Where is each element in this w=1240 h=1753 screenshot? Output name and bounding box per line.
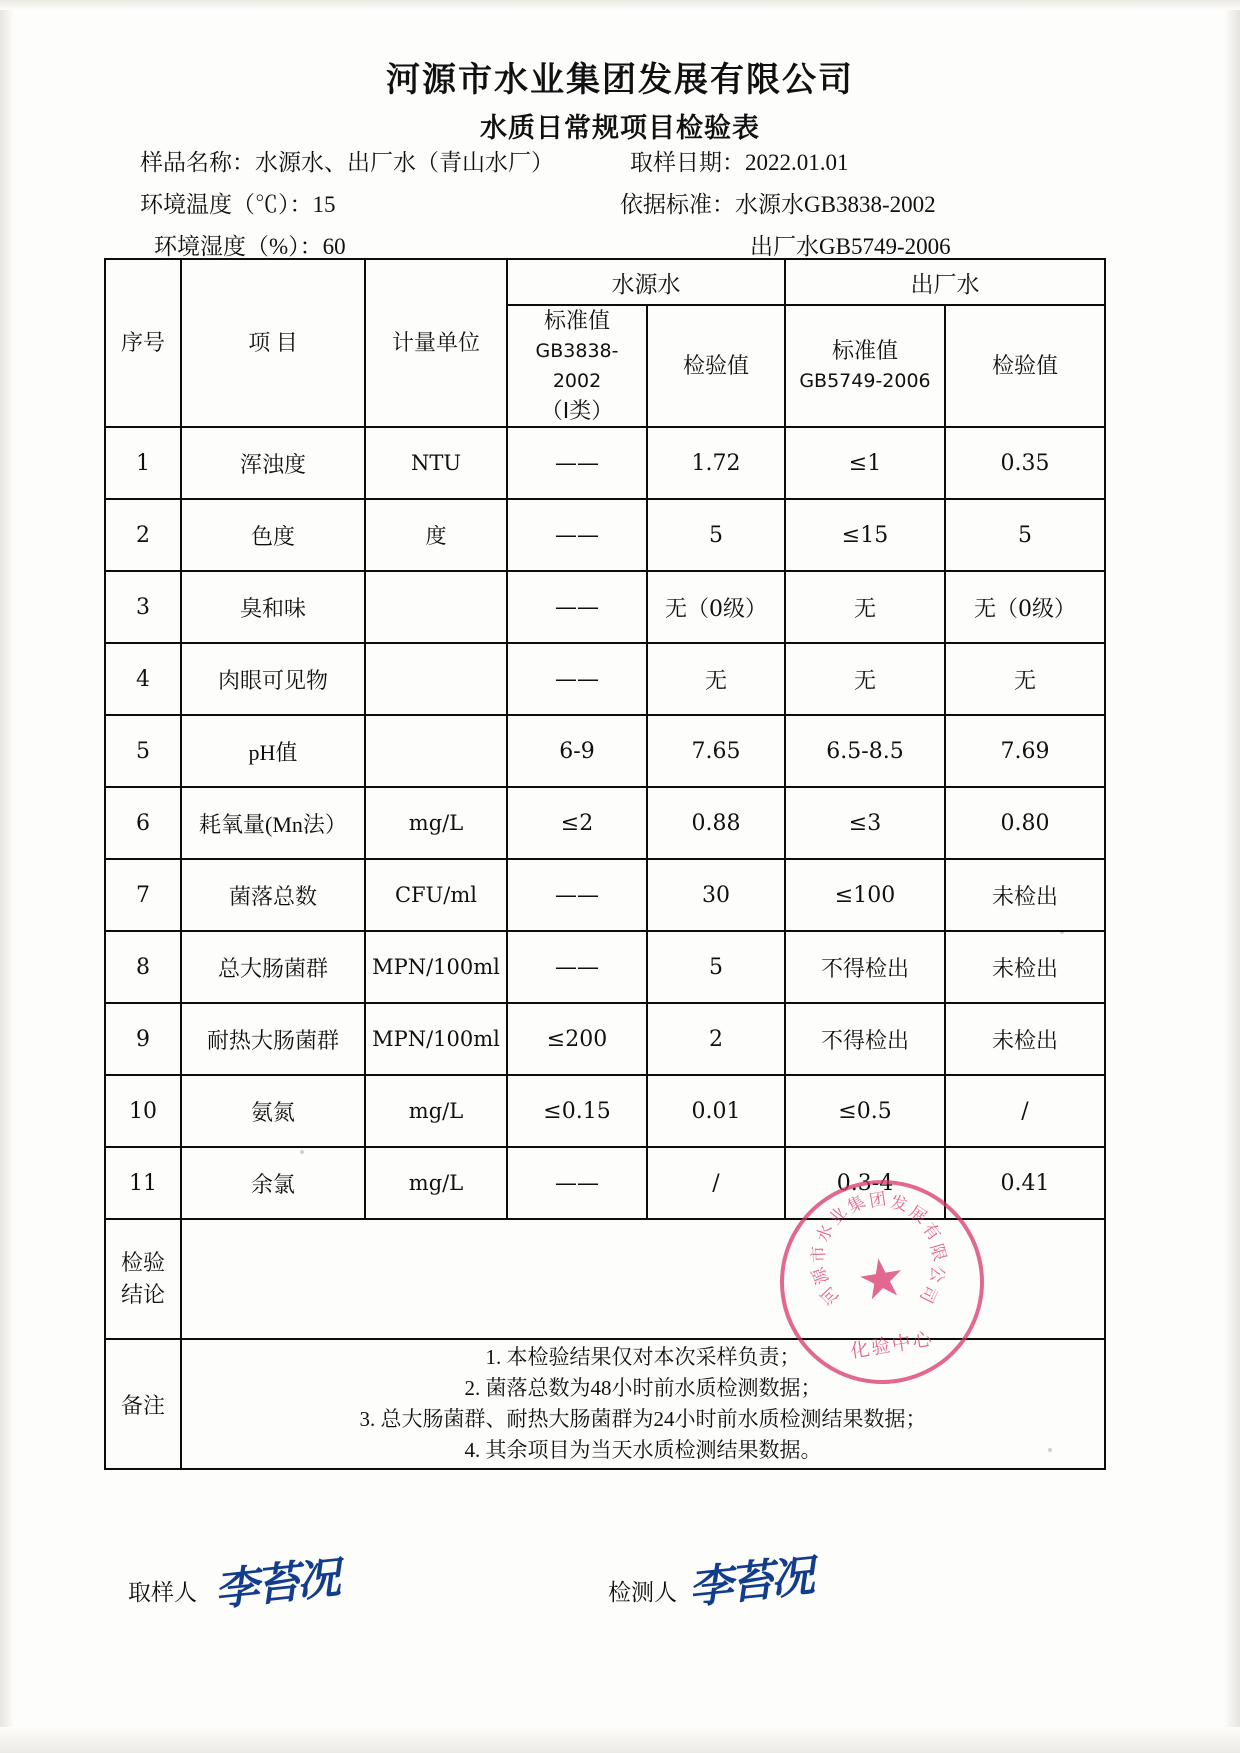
cell-no: 2 — [105, 499, 181, 571]
table-row — [105, 1075, 1105, 1147]
cell-no: 1 — [105, 427, 181, 499]
cell-unit: NTU — [365, 427, 507, 499]
seal-arc-char: 业 — [825, 1202, 852, 1229]
document-title: 水质日常规项目检验表 — [480, 113, 760, 144]
cell-source-value: 0.01 — [647, 1075, 785, 1147]
table-row — [105, 643, 1105, 715]
cell-finished-value: 未检出 — [945, 931, 1105, 1003]
header-finished-value: 检验值 — [945, 305, 1105, 427]
header-group-source-water: 水源水 — [507, 259, 785, 305]
cell-no: 5 — [105, 715, 181, 787]
paper-edge-top — [0, 0, 1240, 10]
cell-unit: mg/L — [365, 1075, 507, 1147]
tester-label: 检测人 — [608, 1580, 677, 1605]
cell-source-value: 1.72 — [647, 427, 785, 499]
table-row — [105, 427, 1105, 499]
cell-finished-value: 未检出 — [945, 859, 1105, 931]
cell-finished-value: 未检出 — [945, 1003, 1105, 1075]
conclusion-label — [105, 1219, 181, 1339]
remark-label: 备注 — [105, 1339, 181, 1469]
sample-date: 取样日期：2022.01.01 — [630, 150, 849, 175]
signature-area — [128, 1546, 1128, 1636]
standard-source-water: 依据标准：水源水GB3838-2002 — [620, 192, 936, 217]
cell-source-value: 5 — [647, 931, 785, 1003]
cell-source-standard: —— — [507, 1147, 647, 1219]
cell-finished-standard: 0.3-4 — [785, 1147, 945, 1219]
remark-line: 2. 菌落总数为48小时前水质检测数据； — [464, 1376, 822, 1400]
cell-no: 11 — [105, 1147, 181, 1219]
cell-source-standard: —— — [507, 643, 647, 715]
cell-source-value: 7.65 — [647, 715, 785, 787]
cell-finished-value: 7.69 — [945, 715, 1105, 787]
cell-item: 耐热大肠菌群 — [181, 1003, 365, 1075]
cell-no: 9 — [105, 1003, 181, 1075]
remark-line: 3. 总大肠菌群、耐热大肠菌群为24小时前水质检测结果数据； — [359, 1407, 927, 1431]
seal-arc-char: 团 — [867, 1189, 889, 1211]
cell-item: 氨氮 — [181, 1075, 365, 1147]
seal-arc-char: 司 — [915, 1282, 941, 1307]
cell-source-standard: —— — [507, 859, 647, 931]
cell-finished-standard: 无 — [785, 571, 945, 643]
meta-row-temperature — [140, 184, 1100, 226]
seal-arc-char: 公 — [926, 1264, 948, 1285]
cell-no: 7 — [105, 859, 181, 931]
cell-unit: MPN/100ml — [365, 1003, 507, 1075]
cell-finished-value: 无（0级） — [945, 571, 1105, 643]
conclusion-label-line1: 检验 — [120, 1250, 165, 1275]
cell-source-value: / — [647, 1147, 785, 1219]
star-icon: ★ — [852, 1245, 911, 1313]
cell-unit: 度 — [365, 499, 507, 571]
cell-source-standard: —— — [507, 571, 647, 643]
cell-finished-value: / — [945, 1075, 1105, 1147]
cell-unit: mg/L — [365, 787, 507, 859]
cell-source-value: 无（0级） — [647, 571, 785, 643]
cell-no: 4 — [105, 643, 181, 715]
cell-item: 余氯 — [181, 1147, 365, 1219]
cell-unit — [365, 643, 507, 715]
paper-edge-bottom — [0, 1727, 1240, 1753]
header-source-standard-line2: GB3838-2002 — [535, 340, 619, 392]
cell-finished-standard: ≤1 — [785, 427, 945, 499]
cell-finished-standard: ≤15 — [785, 499, 945, 571]
cell-finished-standard: ≤100 — [785, 859, 945, 931]
seal-arc-char: 限 — [926, 1241, 950, 1265]
header-source-standard-line1: 标准值 — [543, 308, 610, 333]
seal-arc-char: 水 — [813, 1221, 837, 1245]
remark-line: 4. 其余项目为当天水质检测结果数据。 — [464, 1438, 822, 1462]
cell-source-standard: ≤0.15 — [507, 1075, 647, 1147]
remark-line: 1. 本检验结果仅对本次采样负责； — [485, 1345, 801, 1369]
seal-arc-char: 有 — [918, 1219, 945, 1245]
conclusion-label-line2: 结论 — [120, 1282, 165, 1307]
meta-row-sample — [140, 142, 1100, 184]
cell-finished-standard: 不得检出 — [785, 1003, 945, 1075]
seal-arc-char: 市 — [808, 1244, 829, 1264]
cell-source-standard: ≤2 — [507, 787, 647, 859]
header-source-standard-line3: （Ⅰ类） — [540, 398, 614, 423]
cell-finished-standard: ≤3 — [785, 787, 945, 859]
cell-unit — [365, 715, 507, 787]
sampler-signature: 李苔况 — [212, 1553, 340, 1616]
cell-no: 8 — [105, 931, 181, 1003]
cell-item: 浑浊度 — [181, 427, 365, 499]
cell-item: 耗氧量(Mn法） — [181, 787, 365, 859]
cell-unit: mg/L — [365, 1147, 507, 1219]
cell-source-value: 0.88 — [647, 787, 785, 859]
table-row — [105, 859, 1105, 931]
cell-finished-value: 0.80 — [945, 787, 1105, 859]
company-title: 河源市水业集团发展有限公司 — [386, 60, 854, 100]
seal-arc-char: 源 — [808, 1263, 833, 1288]
table-row — [105, 499, 1105, 571]
cell-unit: CFU/ml — [365, 859, 507, 931]
cell-finished-value: 无 — [945, 643, 1105, 715]
seal-arc-char: 集 — [844, 1191, 870, 1217]
header-unit: 计量单位 — [365, 259, 507, 427]
table-row — [105, 571, 1105, 643]
cell-item: 总大肠菌群 — [181, 931, 365, 1003]
seal-arc-char: 河 — [816, 1282, 843, 1309]
cell-item: 肉眼可见物 — [181, 643, 365, 715]
cell-item: 臭和味 — [181, 571, 365, 643]
cell-source-value: 无 — [647, 643, 785, 715]
cell-finished-value: 0.35 — [945, 427, 1105, 499]
table-group-header-row — [105, 259, 1105, 305]
seal-bottom-text: 化验中心 — [848, 1328, 936, 1363]
cell-source-standard: —— — [507, 931, 647, 1003]
seal-arc-char: 展 — [905, 1202, 931, 1228]
header-finished-standard-line2: GB5749-2006 — [799, 370, 931, 392]
cell-item: 菌落总数 — [181, 859, 365, 931]
header-finished-standard-line1: 标准值 — [831, 338, 898, 363]
header-source-value: 检验值 — [647, 305, 785, 427]
tester-signature: 李苔况 — [686, 1551, 814, 1614]
header-finished-standard — [785, 305, 945, 427]
cell-no: 3 — [105, 571, 181, 643]
cell-source-value: 2 — [647, 1003, 785, 1075]
cell-finished-standard: 6.5-8.5 — [785, 715, 945, 787]
cell-unit — [365, 571, 507, 643]
paper-edge-left — [0, 0, 14, 1753]
cell-item: pH值 — [181, 715, 365, 787]
cell-source-standard: —— — [507, 427, 647, 499]
table-row — [105, 931, 1105, 1003]
cell-no: 6 — [105, 787, 181, 859]
cell-finished-standard: ≤0.5 — [785, 1075, 945, 1147]
paper-edge-right — [1224, 0, 1240, 1753]
table-row — [105, 787, 1105, 859]
sampler-label: 取样人 — [128, 1580, 197, 1605]
cell-finished-value: 5 — [945, 499, 1105, 571]
cell-unit: MPN/100ml — [365, 931, 507, 1003]
standard-finished-water: 出厂水GB5749-2006 — [750, 234, 951, 259]
table-row — [105, 1003, 1105, 1075]
header-item: 项 目 — [181, 259, 365, 427]
cell-source-value: 30 — [647, 859, 785, 931]
cell-source-standard: ≤200 — [507, 1003, 647, 1075]
cell-source-standard: —— — [507, 499, 647, 571]
document-meta — [140, 142, 1100, 268]
header-no: 序号 — [105, 259, 181, 427]
cell-finished-standard: 不得检出 — [785, 931, 945, 1003]
cell-source-value: 5 — [647, 499, 785, 571]
environment-temperature: 环境温度（℃）：15 — [140, 192, 336, 217]
cell-no: 10 — [105, 1075, 181, 1147]
cell-finished-value: 0.41 — [945, 1147, 1105, 1219]
header-group-finished-water: 出厂水 — [785, 259, 1105, 305]
sample-name: 样品名称：水源水、出厂水（青山水厂） — [140, 150, 554, 175]
remark-text — [181, 1339, 1105, 1469]
remark-row — [105, 1339, 1105, 1469]
cell-finished-standard: 无 — [785, 643, 945, 715]
table-row — [105, 715, 1105, 787]
seal-arc-char: 发 — [888, 1192, 911, 1216]
header-source-standard — [507, 305, 647, 427]
cell-source-standard: 6-9 — [507, 715, 647, 787]
cell-item: 色度 — [181, 499, 365, 571]
environment-humidity: 环境湿度（%）：60 — [154, 234, 346, 259]
